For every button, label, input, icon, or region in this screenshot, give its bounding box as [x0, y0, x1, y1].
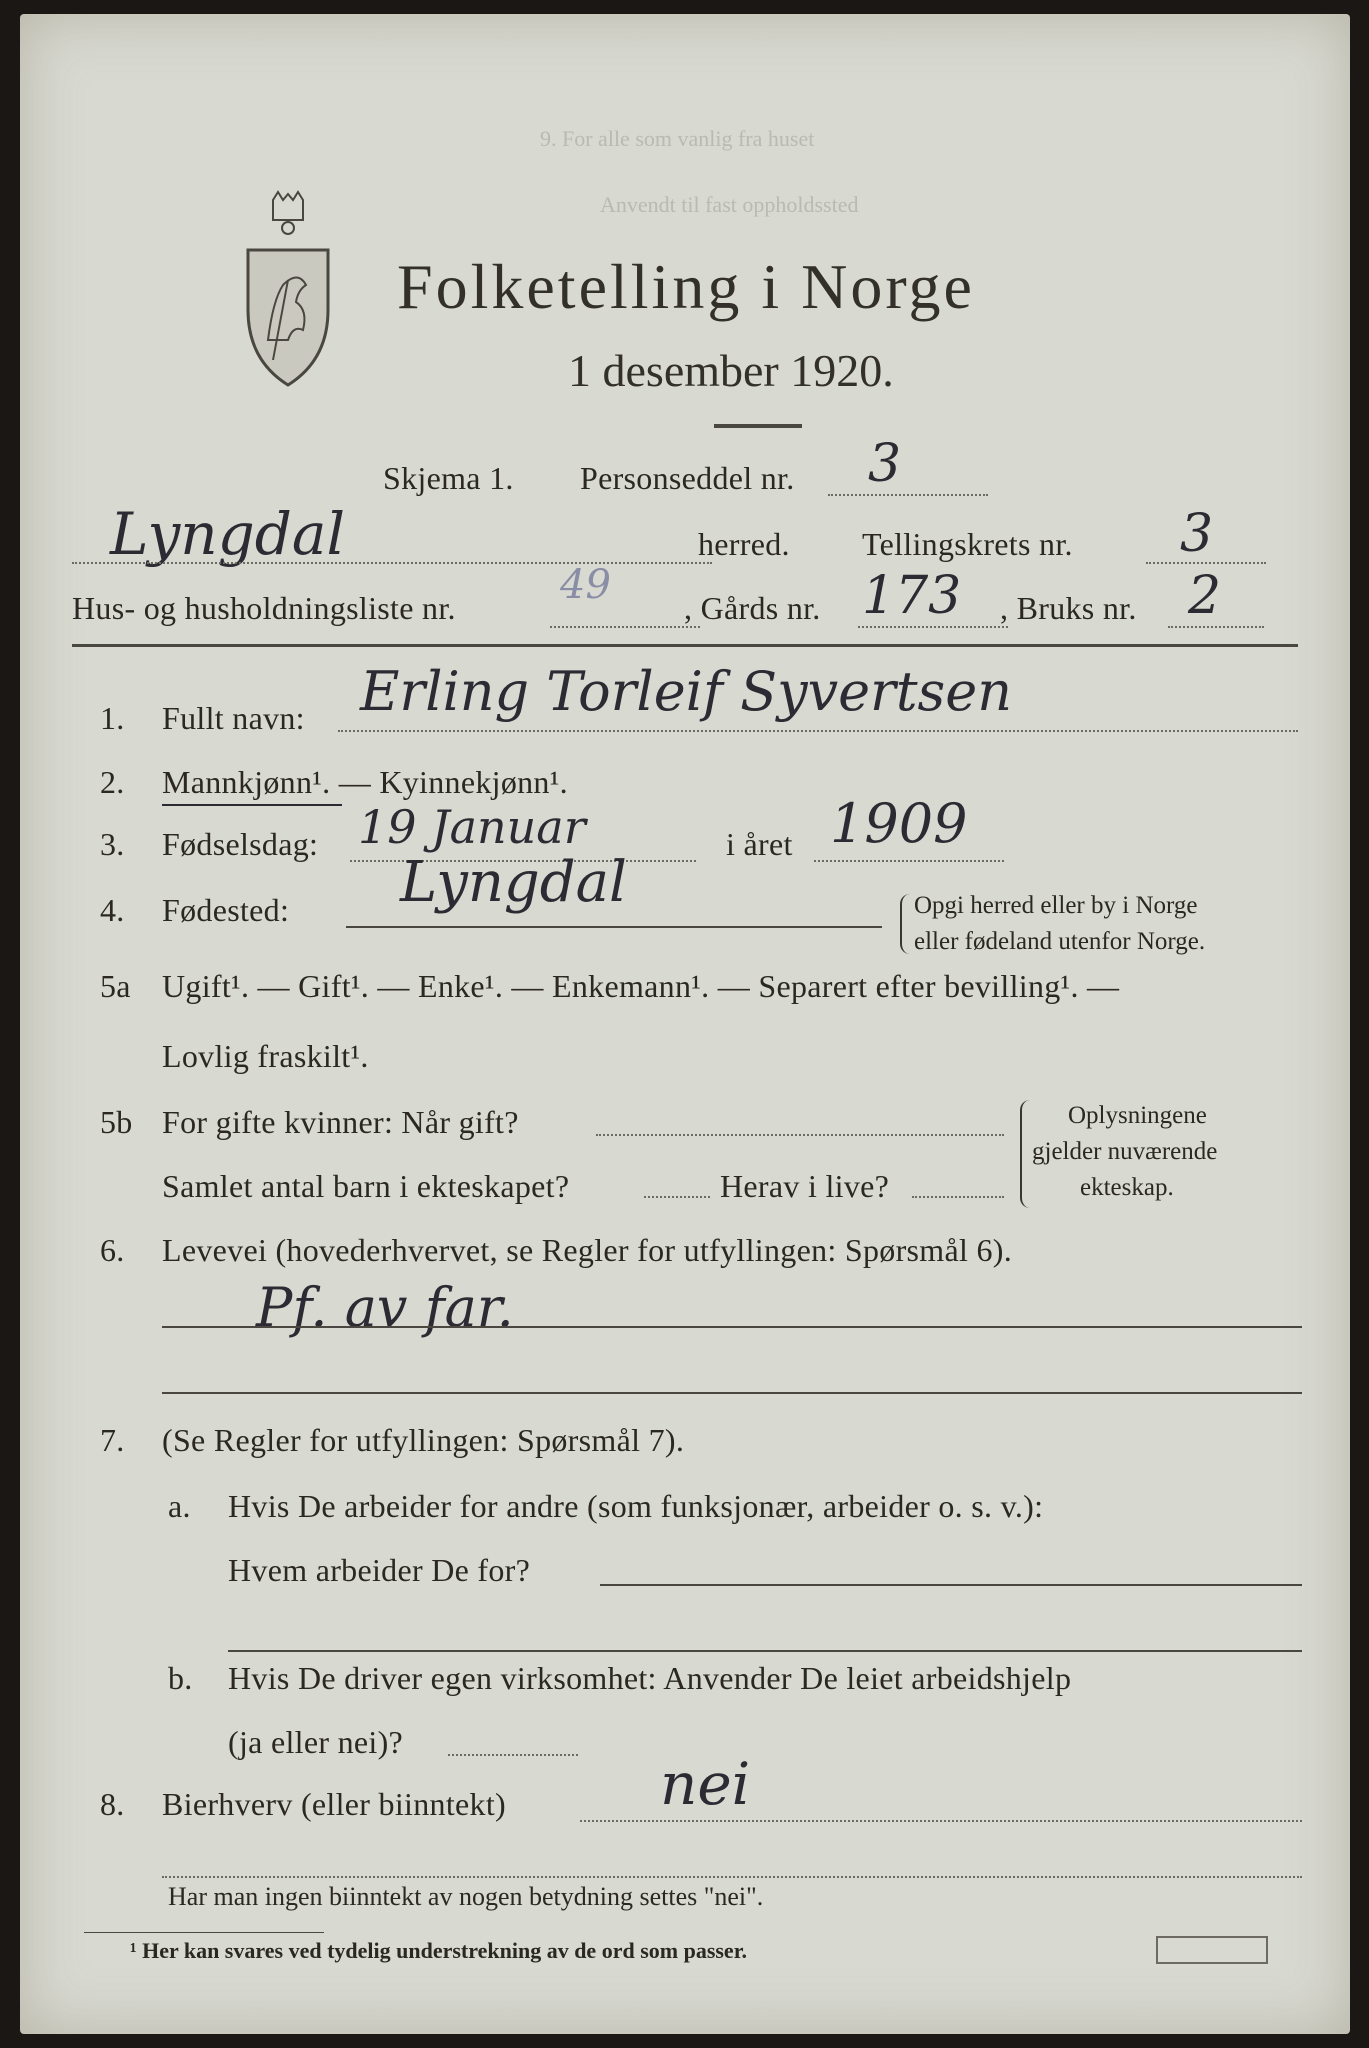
bruks-label: , Bruks nr. — [1000, 590, 1137, 626]
q5a-marital-options: Ugift¹. — Gift¹. — Enke¹. — Enkemann¹. — Separert efter bevilling¹. — — [162, 968, 1120, 1004]
q3-label: Fødselsdag: — [162, 826, 319, 862]
q4-number: 4. — [100, 892, 125, 928]
personseddel-label: Personseddel nr. — [580, 460, 795, 496]
q4-label: Fødested: — [162, 892, 290, 928]
q7-label: (Se Regler for utfyllingen: Spørsmål 7). — [162, 1422, 685, 1458]
q5b-when-married: For gifte kvinner: Når gift? — [162, 1104, 519, 1140]
q7b-number: b. — [168, 1660, 193, 1696]
q5b-note-brace — [1020, 1100, 1032, 1208]
personseddel-line — [828, 494, 988, 496]
q7a-line2: Hvem arbeider De for? — [228, 1552, 531, 1588]
q7b-line1: Hvis De driver egen virksomhet: Anvender De leiet arbeidshjelp — [228, 1660, 1072, 1696]
form-title: Folketelling i Norge — [397, 251, 975, 322]
title-divider — [714, 424, 802, 428]
q1-line — [338, 730, 1298, 732]
tellingskrets-label: Tellingskrets nr. — [862, 526, 1073, 562]
q8-number: 8. — [100, 1786, 125, 1822]
q2-number: 2. — [100, 764, 125, 800]
q8-label: Bierhverv (eller biinntekt) — [162, 1786, 506, 1822]
herred-label: herred. — [698, 526, 790, 562]
q6-occupation: Pf. av far. — [256, 1276, 514, 1339]
hus-line — [550, 626, 700, 628]
q1-number: 1. — [100, 700, 125, 736]
bleed-through-text: Anvendt til fast oppholdssted — [600, 192, 859, 217]
q6-line1 — [162, 1326, 1302, 1328]
q3-year-line — [814, 860, 1004, 862]
q4-birthplace: Lyngdal — [400, 850, 627, 915]
census-date: 1 desember 1920. — [568, 345, 894, 396]
q5b-children: Samlet antal barn i ekteskapet? — [162, 1168, 570, 1204]
q5b-alive-line — [912, 1196, 1004, 1198]
q4-note-brace — [900, 894, 912, 954]
q3-birth-year: 1909 — [830, 792, 968, 855]
q7-number: 7. — [100, 1422, 125, 1458]
q4-note-line2: eller fødeland utenfor Norge. — [914, 928, 1206, 955]
q7b-line — [448, 1754, 578, 1756]
q1-full-name: Erling Torleif Syvertsen — [360, 660, 1013, 723]
q6-number: 6. — [100, 1232, 125, 1268]
q5b-note-line2: gjelder nuværende — [1032, 1138, 1218, 1165]
q8-value: nei — [660, 1750, 751, 1818]
printer-mark-stamp — [1156, 1936, 1268, 1964]
q2-sex-options: Mannkjønn¹. — Kyinnekjønn¹. — [162, 764, 568, 800]
herred-line — [72, 562, 712, 564]
bruks-value: 2 — [1188, 566, 1222, 626]
q5b-number: 5b — [100, 1104, 133, 1140]
q7a-line-extra — [228, 1650, 1302, 1652]
q2-mannkjonn-underline — [162, 804, 342, 806]
coat-of-arms-icon — [228, 190, 348, 390]
q6-line2 — [162, 1392, 1302, 1394]
bottom-note: Har man ingen biinntekt av nogen betydning settes "nei". — [168, 1882, 764, 1911]
herred-value: Lyngdal — [110, 500, 346, 568]
footnote: ¹ Her kan svares ved tydelig understrekning av de ord som passer. — [130, 1938, 747, 1963]
hus-value: 49 — [560, 562, 611, 608]
q5b-alive: Herav i live? — [720, 1168, 890, 1204]
q4-note-line1: Opgi herred eller by i Norge — [914, 892, 1198, 919]
q7a-line — [600, 1584, 1302, 1586]
tellingskrets-value: 3 — [1180, 504, 1214, 564]
q3-year-label: i året — [726, 826, 793, 862]
q5b-when-line — [596, 1134, 1004, 1136]
q1-label: Fullt navn: — [162, 700, 305, 736]
q5b-children-line — [644, 1196, 710, 1198]
q4-line — [346, 926, 882, 928]
q3-number: 3. — [100, 826, 125, 862]
q6-label: Levevei (hovederhvervet, se Regler for utfyllingen: Spørsmål 6). — [162, 1232, 1013, 1268]
hus-label: Hus- og husholdningsliste nr. — [72, 590, 456, 626]
skjema-label: Skjema 1. — [383, 460, 514, 496]
bleed-through-text: 9. For alle som vanlig fra huset — [540, 126, 815, 151]
q7a-line1: Hvis De arbeider for andre (som funksjonær, arbeider o. s. v.): — [228, 1488, 1044, 1524]
header-rule — [72, 644, 1298, 647]
bruks-line — [1168, 626, 1264, 628]
q3-birth-day: 19 Januar — [358, 800, 586, 854]
q5b-note-line1: Oplysningene — [1068, 1102, 1207, 1129]
q8-line — [580, 1820, 1302, 1822]
q5a-number: 5a — [100, 968, 131, 1004]
gards-value: 173 — [862, 566, 962, 626]
q5b-note-line3: ekteskap. — [1080, 1174, 1174, 1201]
census-form-sheet — [20, 14, 1350, 2034]
q7b-line2: (ja eller nei)? — [228, 1724, 404, 1760]
q5a-marital-options-cont: Lovlig fraskilt¹. — [162, 1038, 369, 1074]
gards-line — [858, 626, 1008, 628]
q7a-number: a. — [168, 1488, 191, 1524]
gards-label: , Gårds nr. — [684, 590, 821, 626]
footnote-rule — [84, 1932, 324, 1933]
q8-line-extra — [162, 1876, 1302, 1878]
personseddel-value: 3 — [868, 434, 902, 494]
